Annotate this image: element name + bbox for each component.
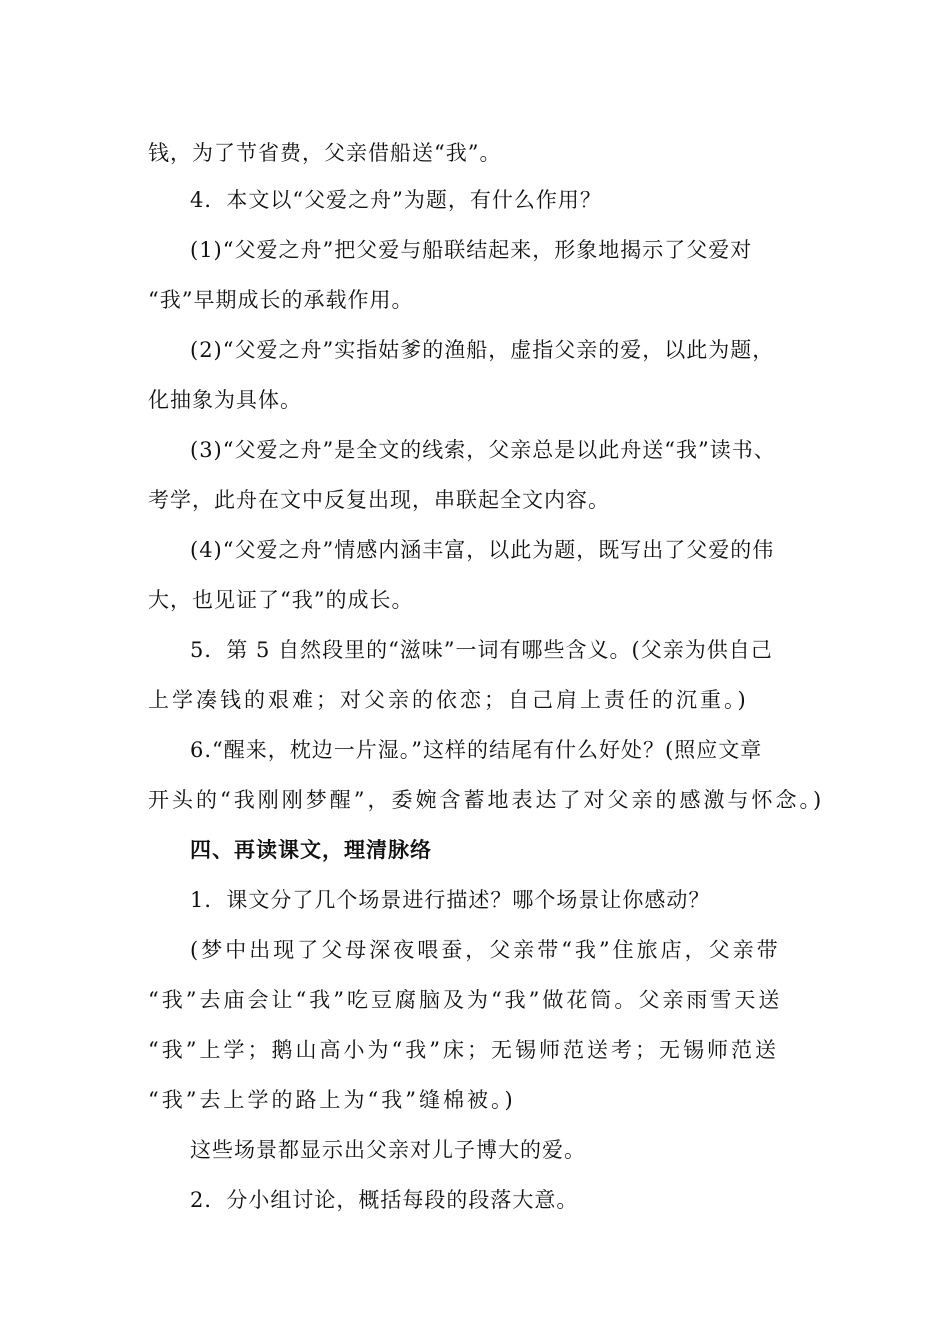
answer-4-3-line-1: (3)“父爱之舟”是全文的线索，父亲总是以此舟送“我”读书、 bbox=[190, 438, 776, 462]
answer-4-4-line-1: (4)“父爱之舟”情感内涵丰富，以此为题，既写出了父爱的伟 bbox=[190, 538, 775, 562]
answer-4-2-line-1: (2)“父爱之舟”实指姑爹的渔船，虚指父亲的爱，以此为题， bbox=[190, 338, 775, 362]
question-4: 4．本文以“父爱之舟”为题，有什么作用？ bbox=[190, 188, 602, 212]
question-5-line-1: 5．第 5 自然段里的“滋味”一词有哪些含义。(父亲为供自己 bbox=[190, 638, 773, 662]
summary-line: 这些场景都显示出父亲对儿子博大的爱。 bbox=[190, 1138, 586, 1162]
text-line-1: 钱，为了节省费，父亲借船送“我”。 bbox=[148, 141, 502, 165]
section-heading: 四、再读课文，理清脉络 bbox=[190, 837, 432, 862]
answer-4-2-line-2: 化抽象为具体。 bbox=[148, 388, 302, 412]
answer-4-3-line-2: 考学，此舟在文中反复出现，串联起全文内容。 bbox=[148, 488, 610, 512]
scene-answer-line-2: “我”去庙会让“我”吃豆腐脑及为“我”做花筒。父亲雨雪天送 bbox=[148, 988, 783, 1012]
scene-answer-line-1: (梦中出现了父母深夜喂蚕，父亲带“我”住旅店，父亲带 bbox=[190, 938, 781, 962]
answer-4-1-line-1: (1)“父爱之舟”把父爱与船联结起来，形象地揭示了父爱对 bbox=[190, 238, 753, 262]
answer-4-4-line-2: 大，也见证了“我”的成长。 bbox=[148, 588, 414, 612]
scene-answer-line-4: “我”去上学的路上为“我”缝棉被。) bbox=[148, 1088, 516, 1112]
section-question-1: 1．课文分了几个场景进行描述？哪个场景让你感动？ bbox=[190, 888, 711, 912]
section-question-2: 2．分小组讨论，概括每段的段落大意。 bbox=[190, 1188, 579, 1212]
question-6-line-2: 开头的“我刚刚梦醒”，委婉含蓄地表达了对父亲的感激与怀念。) bbox=[148, 788, 825, 812]
answer-4-1-line-2: “我”早期成长的承载作用。 bbox=[148, 288, 414, 312]
question-5-line-2: 上学凑钱的艰难；对父亲的依恋；自己肩上责任的沉重。) bbox=[148, 688, 749, 712]
question-6-line-1: 6.“醒来，枕边一片湿。”这样的结尾有什么好处？(照应文章 bbox=[190, 738, 763, 762]
scene-answer-line-3: “我”上学；鹅山高小为“我”床；无锡师范送考；无锡师范送 bbox=[148, 1038, 779, 1062]
